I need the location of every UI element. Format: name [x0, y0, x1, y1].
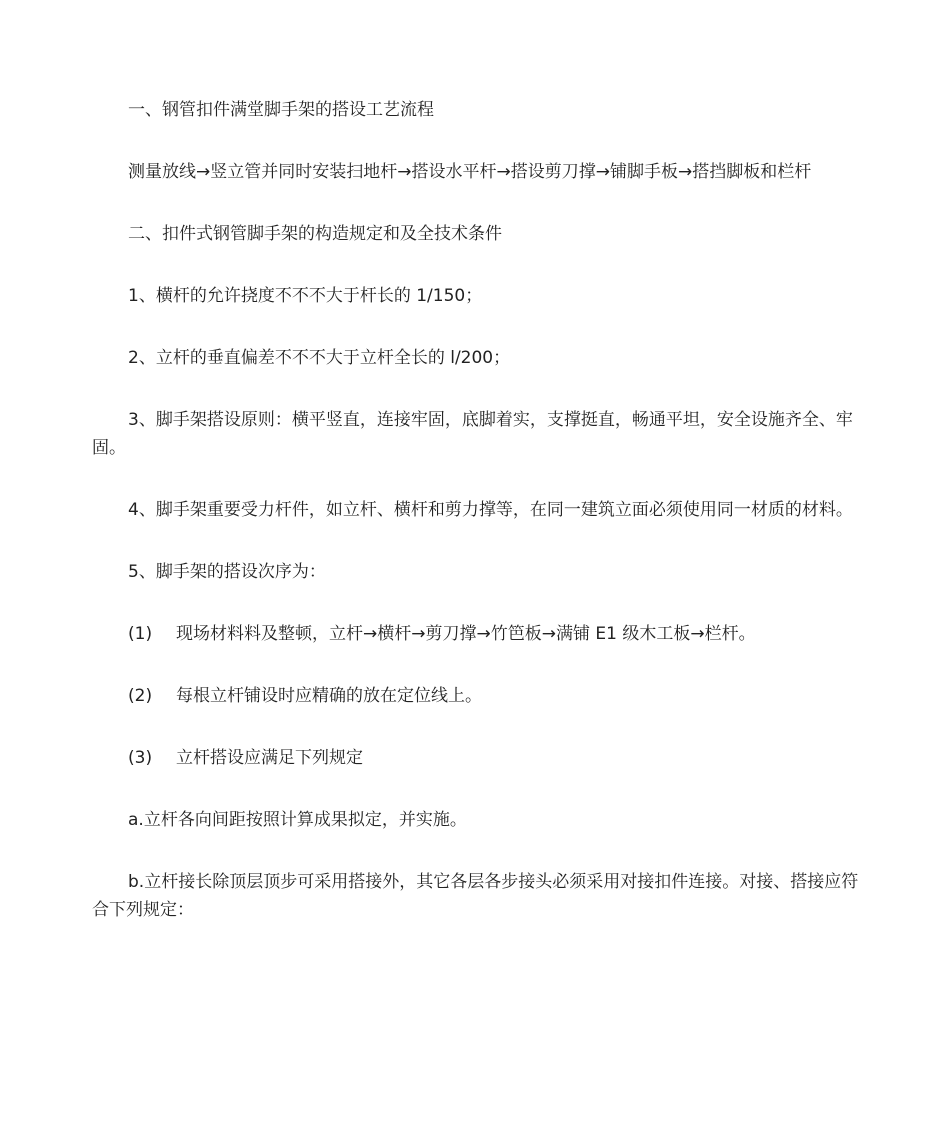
rule-paragraph-4: 4、脚手架重要受力杆件，如立杆、横杆和剪力撑等，在同一建筑立面必须使用同一材质的材料。 — [128, 500, 853, 520]
numbered-item-text: 每根立杆铺设时应精确的放在定位线上。 — [176, 686, 482, 706]
process-flow-paragraph: 测量放线→竖立管并同时安装扫地杆→搭设水平杆→搭设剪刀撑→铺脚手板→搭挡脚板和栏杆 — [128, 162, 812, 182]
numbered-item-text: 现场材料料及整顿，立杆→横杆→剪刀撑→竹笆板→满铺 E1 级木工板→栏杆。 — [176, 624, 756, 644]
numbered-item-number: (1) — [128, 624, 153, 644]
numbered-item-1 — [92, 620, 872, 648]
numbered-item-3 — [92, 744, 872, 772]
numbered-item-number: (3) — [128, 748, 153, 768]
section-heading-1: 一、钢管扣件满堂脚手架的搭设工艺流程 — [128, 100, 434, 120]
sub-item-a: a.立杆各向间距按照计算成果拟定，并实施。 — [128, 810, 467, 830]
rule-paragraph-3: 3、脚手架搭设原则：横平竖直，连接牢固，底脚着实，支撑挺直，畅通平坦，安全设施齐全、牢固。 — [92, 410, 853, 458]
numbered-item-2 — [92, 682, 872, 710]
rule-paragraph-5: 5、脚手架的搭设次序为： — [128, 562, 326, 582]
section-heading-2: 二、扣件式钢管脚手架的构造规定和及全技术条件 — [128, 224, 502, 244]
rule-paragraph-1: 1、横杆的允许挠度不不不大于杆长的 1/150； — [128, 286, 483, 306]
rule-paragraph-2: 2、立杆的垂直偏差不不不大于立杆全长的 l/200； — [128, 348, 511, 368]
document-body — [92, 96, 872, 958]
numbered-item-number: (2) — [128, 686, 153, 706]
numbered-item-text: 立杆搭设应满足下列规定 — [176, 748, 363, 768]
sub-item-b: b.立杆接长除顶层顶步可采用搭接外，其它各层各步接头必须采用对接扣件连接。对接、搭接应符合下列规定： — [92, 872, 859, 920]
